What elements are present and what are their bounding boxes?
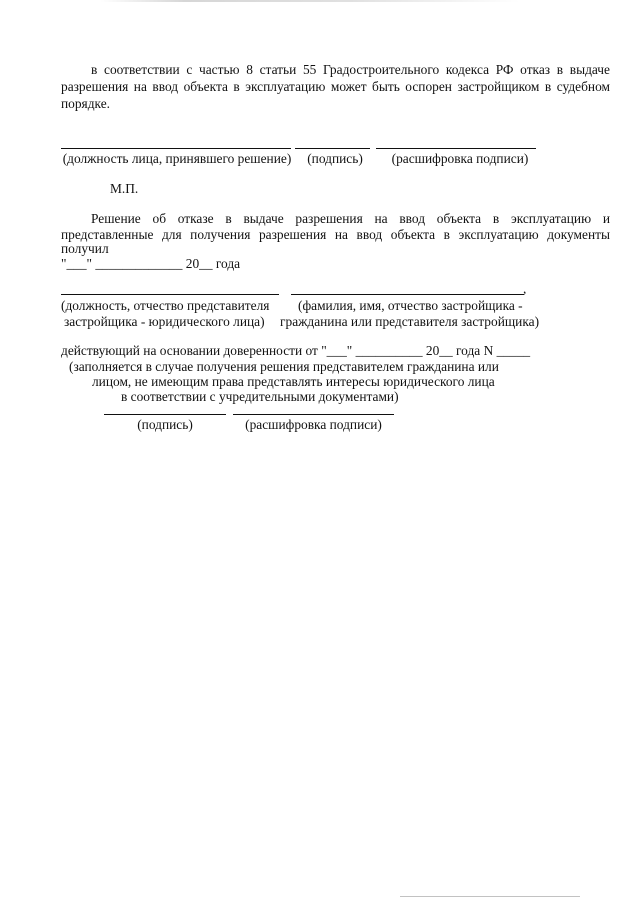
decoding-field-line (376, 148, 536, 149)
representative-position-line (61, 294, 279, 295)
received-line-1: Решение об отказе в выдаче разрешения на ввод объекта в эксплуатацию и (91, 211, 610, 226)
scan-artifact-bottom (400, 896, 580, 897)
received-date-line: "___" _____________ 20__ года (61, 256, 241, 271)
power-of-attorney-note-3: в соответствии с учредительными документами) (121, 389, 399, 404)
scan-artifact-top (100, 0, 520, 2)
appeal-line-1: в соответствии с частью 8 статьи 55 Градостроительного кодекса РФ отказ в выдаче (91, 62, 610, 77)
position-field-line (61, 148, 291, 149)
appeal-line-2: разрешения на ввод объекта в эксплуатацию может быть оспорен застройщиком в судебном (61, 79, 610, 94)
appeal-line-3: порядке. (61, 96, 110, 111)
signature-field-line (295, 148, 370, 149)
caption-representative-2: застройщика - юридического лица) (64, 314, 265, 329)
stamp-place-label: М.П. (110, 181, 139, 196)
caption-developer-2: гражданина или представителя застройщика) (280, 314, 540, 329)
received-line-3: получил (61, 241, 109, 256)
caption-signature: (подпись) (307, 151, 363, 166)
recipient-signature-line (104, 414, 226, 415)
received-line-2: представленные для получения разрешения на ввод объекта в эксплуатацию документы (61, 227, 610, 242)
developer-name-line (291, 294, 524, 295)
caption-decoding: (расшифровка подписи) (391, 151, 529, 166)
power-of-attorney-line: действующий на основании доверенности от "___" __________ 20__ года N _____ (61, 343, 531, 358)
power-of-attorney-note-2: лицом, не имеющим права представлять интересы юридического лица (92, 374, 495, 389)
caption-representative-1: (должность, отчество представителя (61, 298, 270, 313)
caption-developer-1: (фамилия, имя, отчество застройщика - (298, 298, 523, 313)
caption-recipient-decoding: (расшифровка подписи) (245, 417, 382, 432)
power-of-attorney-note-1: (заполняется в случае получения решения представителем гражданина или (69, 359, 499, 374)
caption-recipient-signature: (подпись) (137, 417, 193, 432)
trailing-comma: , (523, 281, 527, 296)
caption-position: (должность лица, принявшего решение) (62, 151, 292, 166)
recipient-decoding-line (233, 414, 394, 415)
